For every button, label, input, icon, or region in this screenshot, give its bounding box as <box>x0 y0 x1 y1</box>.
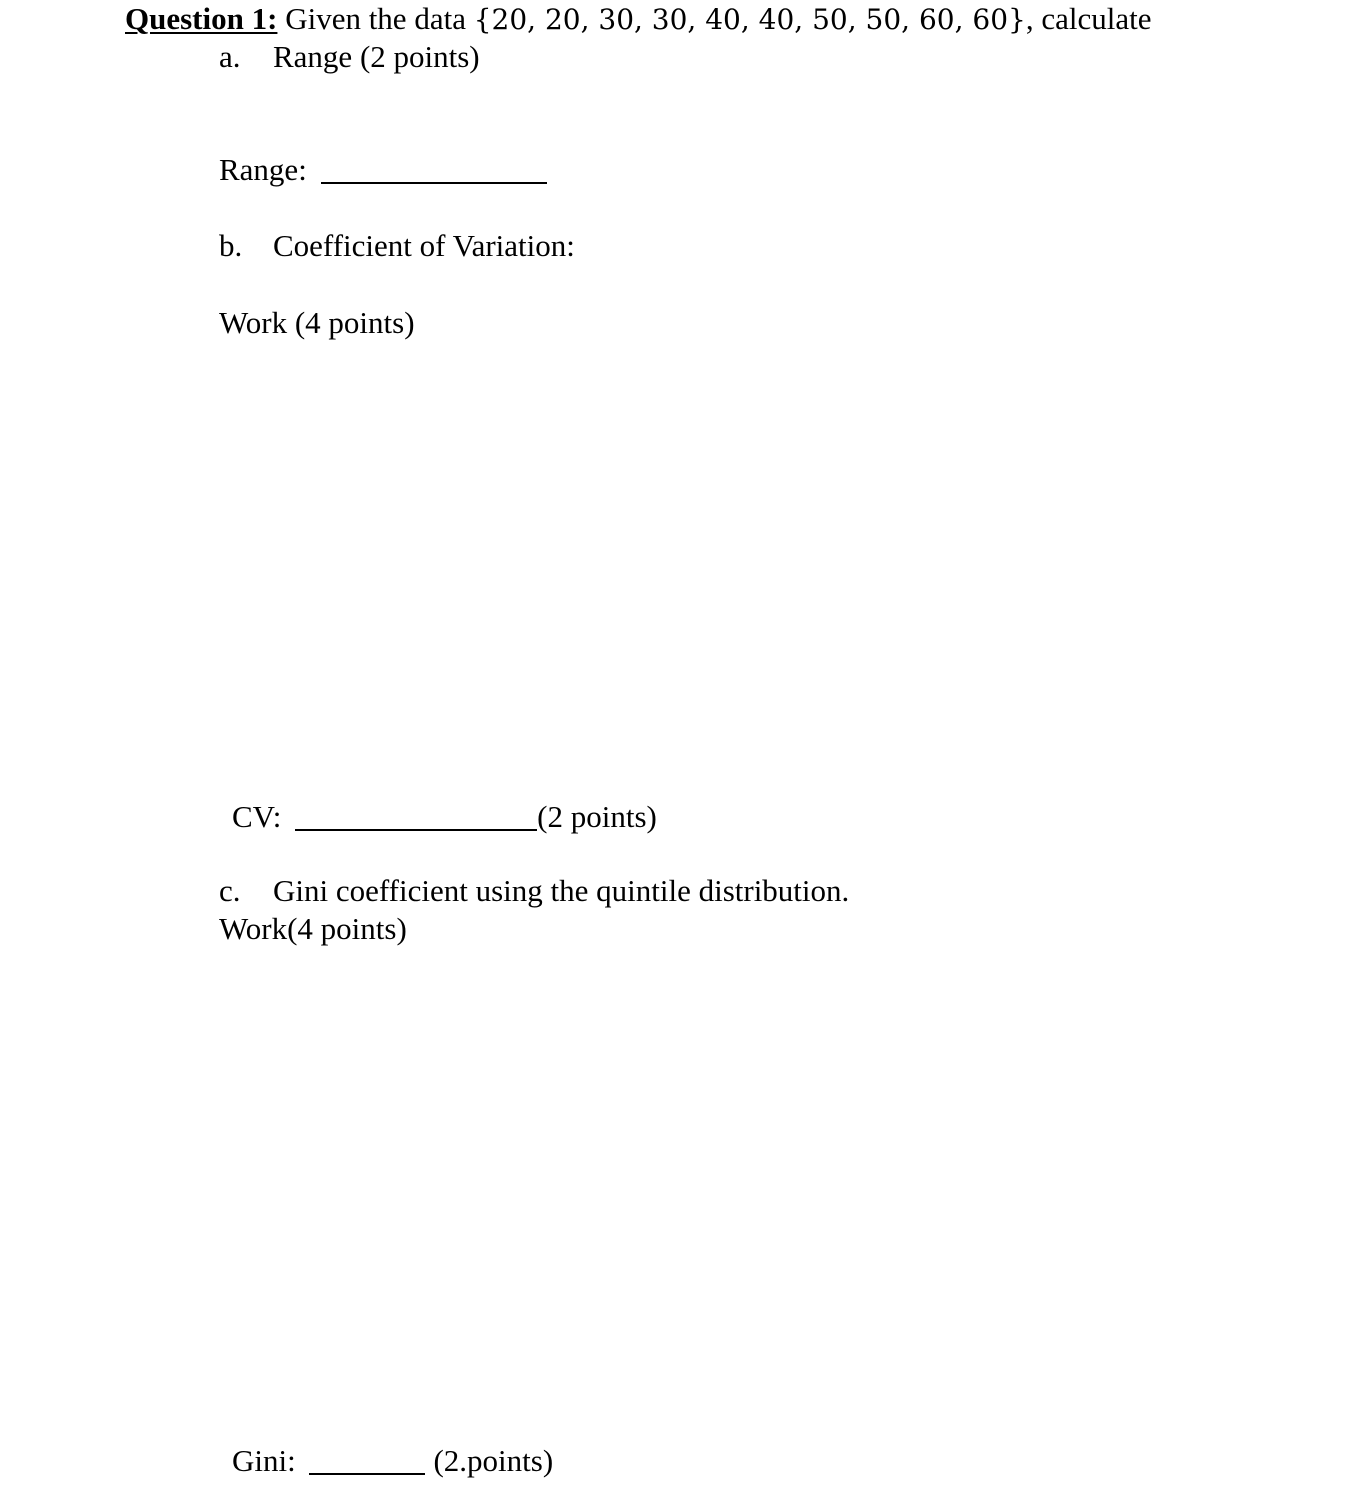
part-b-marker: b. <box>219 228 243 263</box>
part-a-marker: a. <box>219 39 241 74</box>
range-answer-blank[interactable] <box>321 181 547 184</box>
part-b-title: Coefficient of Variation: <box>273 228 575 263</box>
question-dataset: {20, 20, 30, 30, 40, 40, 50, 50, 60, 60} <box>473 3 1026 36</box>
question-suffix: , calculate <box>1025 1 1152 36</box>
question-intro: Given the data <box>285 1 466 36</box>
gini-answer-blank[interactable] <box>309 1472 425 1475</box>
part-b-heading <box>219 229 575 263</box>
cv-points: (2 points) <box>537 799 657 834</box>
part-a-heading <box>219 40 480 74</box>
cv-answer-blank[interactable] <box>295 828 537 831</box>
range-label: Range: <box>219 152 307 187</box>
part-c-title: Gini coefficient using the quintile distribution. <box>273 873 850 908</box>
gini-points: (2.points) <box>433 1443 554 1478</box>
gini-answer-line <box>232 1444 553 1478</box>
cv-label: CV: <box>232 799 282 834</box>
question-heading <box>125 2 1151 36</box>
cv-answer-line <box>232 800 657 834</box>
part-c-heading <box>219 874 849 908</box>
part-c-marker: c. <box>219 873 241 908</box>
gini-label: Gini: <box>232 1443 296 1478</box>
question-label: Question 1: <box>125 1 278 36</box>
range-answer-line <box>219 153 547 187</box>
part-c-work-label: Work(4 points) <box>219 911 407 946</box>
part-a-title: Range (2 points) <box>273 39 480 74</box>
part-b-work-label: Work (4 points) <box>219 305 415 340</box>
